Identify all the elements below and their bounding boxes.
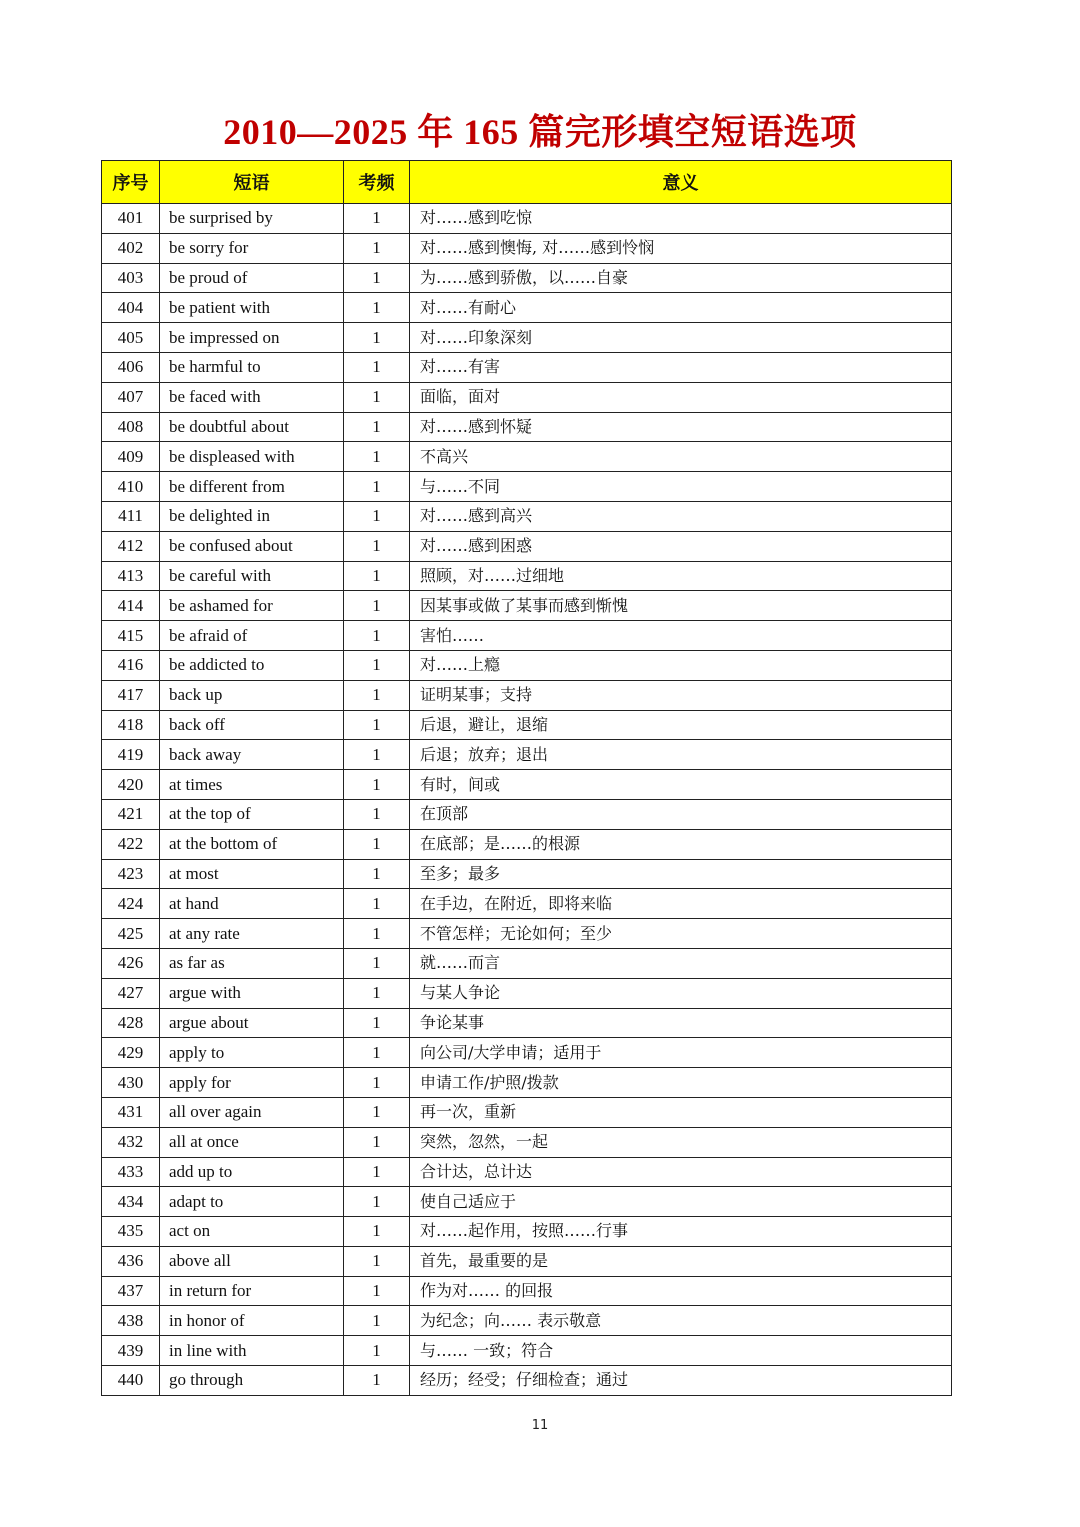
table-row xyxy=(102,650,952,680)
row-frequency: 1 xyxy=(344,293,410,323)
row-frequency: 1 xyxy=(344,263,410,293)
row-number: 437 xyxy=(102,1276,160,1306)
row-number: 426 xyxy=(102,948,160,978)
row-meaning: 因某事或做了某事而感到惭愧 xyxy=(410,591,952,621)
table-row xyxy=(102,710,952,740)
table-row xyxy=(102,323,952,353)
row-phrase: as far as xyxy=(160,948,344,978)
row-meaning: 对……感到吃惊 xyxy=(410,204,952,234)
row-number: 435 xyxy=(102,1217,160,1247)
table-row xyxy=(102,1217,952,1247)
row-meaning: 面临，面对 xyxy=(410,382,952,412)
table-row xyxy=(102,352,952,382)
table-row xyxy=(102,501,952,531)
row-phrase: act on xyxy=(160,1217,344,1247)
row-phrase: be patient with xyxy=(160,293,344,323)
table-row xyxy=(102,1306,952,1336)
row-phrase: be careful with xyxy=(160,561,344,591)
row-number: 429 xyxy=(102,1038,160,1068)
row-frequency: 1 xyxy=(344,799,410,829)
row-number: 439 xyxy=(102,1336,160,1366)
row-phrase: be surprised by xyxy=(160,204,344,234)
row-phrase: apply to xyxy=(160,1038,344,1068)
row-frequency: 1 xyxy=(344,1038,410,1068)
row-number: 432 xyxy=(102,1127,160,1157)
row-frequency: 1 xyxy=(344,650,410,680)
row-frequency: 1 xyxy=(344,352,410,382)
row-phrase: be displeased with xyxy=(160,442,344,472)
table-row xyxy=(102,472,952,502)
row-number: 434 xyxy=(102,1187,160,1217)
row-number: 440 xyxy=(102,1366,160,1396)
row-number: 417 xyxy=(102,680,160,710)
row-phrase: at hand xyxy=(160,889,344,919)
row-frequency: 1 xyxy=(344,591,410,621)
table-row xyxy=(102,591,952,621)
row-frequency: 1 xyxy=(344,204,410,234)
row-meaning: 与……不同 xyxy=(410,472,952,502)
row-frequency: 1 xyxy=(344,740,410,770)
table-row xyxy=(102,680,952,710)
row-number: 415 xyxy=(102,621,160,651)
table-row xyxy=(102,561,952,591)
row-frequency: 1 xyxy=(344,978,410,1008)
row-frequency: 1 xyxy=(344,382,410,412)
row-frequency: 1 xyxy=(344,829,410,859)
row-number: 431 xyxy=(102,1097,160,1127)
row-frequency: 1 xyxy=(344,919,410,949)
row-meaning: 后退，避让，退缩 xyxy=(410,710,952,740)
row-frequency: 1 xyxy=(344,1276,410,1306)
table-body xyxy=(102,204,952,1396)
row-meaning: 为纪念；向…… 表示敬意 xyxy=(410,1306,952,1336)
row-meaning: 后退；放弃；退出 xyxy=(410,740,952,770)
row-meaning: 不管怎样；无论如何；至少 xyxy=(410,919,952,949)
row-meaning: 对……印象深刻 xyxy=(410,323,952,353)
table-row xyxy=(102,1246,952,1276)
row-number: 407 xyxy=(102,382,160,412)
row-number: 420 xyxy=(102,770,160,800)
row-frequency: 1 xyxy=(344,710,410,740)
row-number: 406 xyxy=(102,352,160,382)
row-meaning: 合计达，总计达 xyxy=(410,1157,952,1187)
row-frequency: 1 xyxy=(344,442,410,472)
row-phrase: back off xyxy=(160,710,344,740)
row-phrase: at times xyxy=(160,770,344,800)
table-row xyxy=(102,1336,952,1366)
row-number: 414 xyxy=(102,591,160,621)
row-frequency: 1 xyxy=(344,1097,410,1127)
row-meaning: 突然，忽然，一起 xyxy=(410,1127,952,1157)
row-number: 423 xyxy=(102,859,160,889)
row-meaning: 与某人争论 xyxy=(410,978,952,1008)
table-row xyxy=(102,829,952,859)
row-meaning: 对……感到高兴 xyxy=(410,501,952,531)
row-frequency: 1 xyxy=(344,1336,410,1366)
row-meaning: 至多；最多 xyxy=(410,859,952,889)
row-number: 421 xyxy=(102,799,160,829)
row-number: 419 xyxy=(102,740,160,770)
row-frequency: 1 xyxy=(344,948,410,978)
row-phrase: be addicted to xyxy=(160,650,344,680)
row-frequency: 1 xyxy=(344,1008,410,1038)
table-row xyxy=(102,382,952,412)
row-frequency: 1 xyxy=(344,1187,410,1217)
row-meaning: 争论某事 xyxy=(410,1008,952,1038)
table-row xyxy=(102,1157,952,1187)
row-phrase: at most xyxy=(160,859,344,889)
row-number: 411 xyxy=(102,501,160,531)
row-phrase: be sorry for xyxy=(160,233,344,263)
table-row xyxy=(102,204,952,234)
row-number: 438 xyxy=(102,1306,160,1336)
table-row xyxy=(102,1008,952,1038)
row-frequency: 1 xyxy=(344,1217,410,1247)
row-number: 427 xyxy=(102,978,160,1008)
row-meaning: 害怕…… xyxy=(410,621,952,651)
table-row xyxy=(102,978,952,1008)
table-row xyxy=(102,1038,952,1068)
table-row xyxy=(102,799,952,829)
row-number: 404 xyxy=(102,293,160,323)
row-meaning: 就……而言 xyxy=(410,948,952,978)
row-phrase: at the bottom of xyxy=(160,829,344,859)
row-number: 416 xyxy=(102,650,160,680)
row-phrase: be confused about xyxy=(160,531,344,561)
table-row xyxy=(102,1187,952,1217)
row-frequency: 1 xyxy=(344,859,410,889)
table-row xyxy=(102,263,952,293)
header-phrase: 短语 xyxy=(160,161,344,204)
row-number: 408 xyxy=(102,412,160,442)
row-meaning: 申请工作/护照/拨款 xyxy=(410,1068,952,1098)
row-phrase: be faced with xyxy=(160,382,344,412)
row-phrase: back up xyxy=(160,680,344,710)
table-row xyxy=(102,740,952,770)
row-phrase: be delighted in xyxy=(160,501,344,531)
row-frequency: 1 xyxy=(344,412,410,442)
row-meaning: 对……起作用，按照……行事 xyxy=(410,1217,952,1247)
table-row xyxy=(102,1366,952,1396)
row-meaning: 对……有害 xyxy=(410,352,952,382)
row-number: 428 xyxy=(102,1008,160,1038)
row-phrase: be doubtful about xyxy=(160,412,344,442)
row-phrase: above all xyxy=(160,1246,344,1276)
row-meaning: 有时，间或 xyxy=(410,770,952,800)
row-number: 412 xyxy=(102,531,160,561)
row-meaning: 对……有耐心 xyxy=(410,293,952,323)
row-phrase: back away xyxy=(160,740,344,770)
row-phrase: add up to xyxy=(160,1157,344,1187)
row-phrase: at the top of xyxy=(160,799,344,829)
header-row xyxy=(102,161,952,204)
row-frequency: 1 xyxy=(344,233,410,263)
row-number: 418 xyxy=(102,710,160,740)
row-phrase: all over again xyxy=(160,1097,344,1127)
table-row xyxy=(102,621,952,651)
row-phrase: argue about xyxy=(160,1008,344,1038)
row-meaning: 对……感到困惑 xyxy=(410,531,952,561)
row-meaning: 向公司/大学申请；适用于 xyxy=(410,1038,952,1068)
table-row xyxy=(102,919,952,949)
row-frequency: 1 xyxy=(344,889,410,919)
row-number: 405 xyxy=(102,323,160,353)
table-row xyxy=(102,531,952,561)
row-frequency: 1 xyxy=(344,323,410,353)
table-row xyxy=(102,948,952,978)
row-phrase: at any rate xyxy=(160,919,344,949)
table-row xyxy=(102,1068,952,1098)
row-meaning: 使自己适应于 xyxy=(410,1187,952,1217)
row-phrase: in return for xyxy=(160,1276,344,1306)
row-meaning: 首先，最重要的是 xyxy=(410,1246,952,1276)
row-frequency: 1 xyxy=(344,531,410,561)
row-frequency: 1 xyxy=(344,680,410,710)
row-phrase: be harmful to xyxy=(160,352,344,382)
table-row xyxy=(102,1276,952,1306)
row-meaning: 再一次，重新 xyxy=(410,1097,952,1127)
table-row xyxy=(102,233,952,263)
table-header xyxy=(102,161,952,204)
row-phrase: be different from xyxy=(160,472,344,502)
row-phrase: be proud of xyxy=(160,263,344,293)
row-phrase: go through xyxy=(160,1366,344,1396)
row-phrase: adapt to xyxy=(160,1187,344,1217)
row-phrase: all at once xyxy=(160,1127,344,1157)
row-frequency: 1 xyxy=(344,1127,410,1157)
row-frequency: 1 xyxy=(344,561,410,591)
row-frequency: 1 xyxy=(344,1366,410,1396)
row-frequency: 1 xyxy=(344,1157,410,1187)
row-number: 413 xyxy=(102,561,160,591)
row-phrase: be ashamed for xyxy=(160,591,344,621)
header-meaning: 意义 xyxy=(410,161,952,204)
row-number: 410 xyxy=(102,472,160,502)
page-title: 2010—2025 年 165 篇完形填空短语选项 xyxy=(223,112,857,152)
row-meaning: 不高兴 xyxy=(410,442,952,472)
row-phrase: in line with xyxy=(160,1336,344,1366)
row-meaning: 对……感到怀疑 xyxy=(410,412,952,442)
row-number: 402 xyxy=(102,233,160,263)
row-number: 422 xyxy=(102,829,160,859)
row-number: 433 xyxy=(102,1157,160,1187)
table-row xyxy=(102,1097,952,1127)
page-number: 11 xyxy=(531,1418,549,1433)
table-row xyxy=(102,442,952,472)
row-number: 425 xyxy=(102,919,160,949)
row-phrase: argue with xyxy=(160,978,344,1008)
row-frequency: 1 xyxy=(344,770,410,800)
row-number: 424 xyxy=(102,889,160,919)
row-frequency: 1 xyxy=(344,472,410,502)
table-row xyxy=(102,770,952,800)
table-row xyxy=(102,293,952,323)
row-phrase: be impressed on xyxy=(160,323,344,353)
row-meaning: 作为对…… 的回报 xyxy=(410,1276,952,1306)
row-meaning: 经历；经受；仔细检查；通过 xyxy=(410,1366,952,1396)
header-freq: 考频 xyxy=(344,161,410,204)
row-meaning: 对……感到懊悔, 对……感到怜悯 xyxy=(410,233,952,263)
row-number: 403 xyxy=(102,263,160,293)
row-meaning: 在底部；是……的根源 xyxy=(410,829,952,859)
row-frequency: 1 xyxy=(344,1306,410,1336)
table-row xyxy=(102,859,952,889)
row-phrase: in honor of xyxy=(160,1306,344,1336)
table-row xyxy=(102,889,952,919)
row-meaning: 照顾，对……过细地 xyxy=(410,561,952,591)
row-frequency: 1 xyxy=(344,1068,410,1098)
row-phrase: be afraid of xyxy=(160,621,344,651)
row-meaning: 为……感到骄傲，以……自豪 xyxy=(410,263,952,293)
row-frequency: 1 xyxy=(344,1246,410,1276)
row-meaning: 在顶部 xyxy=(410,799,952,829)
row-frequency: 1 xyxy=(344,621,410,651)
table-row xyxy=(102,1127,952,1157)
row-number: 436 xyxy=(102,1246,160,1276)
row-phrase: apply for xyxy=(160,1068,344,1098)
row-frequency: 1 xyxy=(344,501,410,531)
phrase-table xyxy=(101,160,952,1396)
row-number: 430 xyxy=(102,1068,160,1098)
table-row xyxy=(102,412,952,442)
row-meaning: 对……上瘾 xyxy=(410,650,952,680)
row-meaning: 在手边，在附近，即将来临 xyxy=(410,889,952,919)
row-number: 401 xyxy=(102,204,160,234)
row-meaning: 与…… 一致；符合 xyxy=(410,1336,952,1366)
row-meaning: 证明某事；支持 xyxy=(410,680,952,710)
row-number: 409 xyxy=(102,442,160,472)
header-num: 序号 xyxy=(102,161,160,204)
